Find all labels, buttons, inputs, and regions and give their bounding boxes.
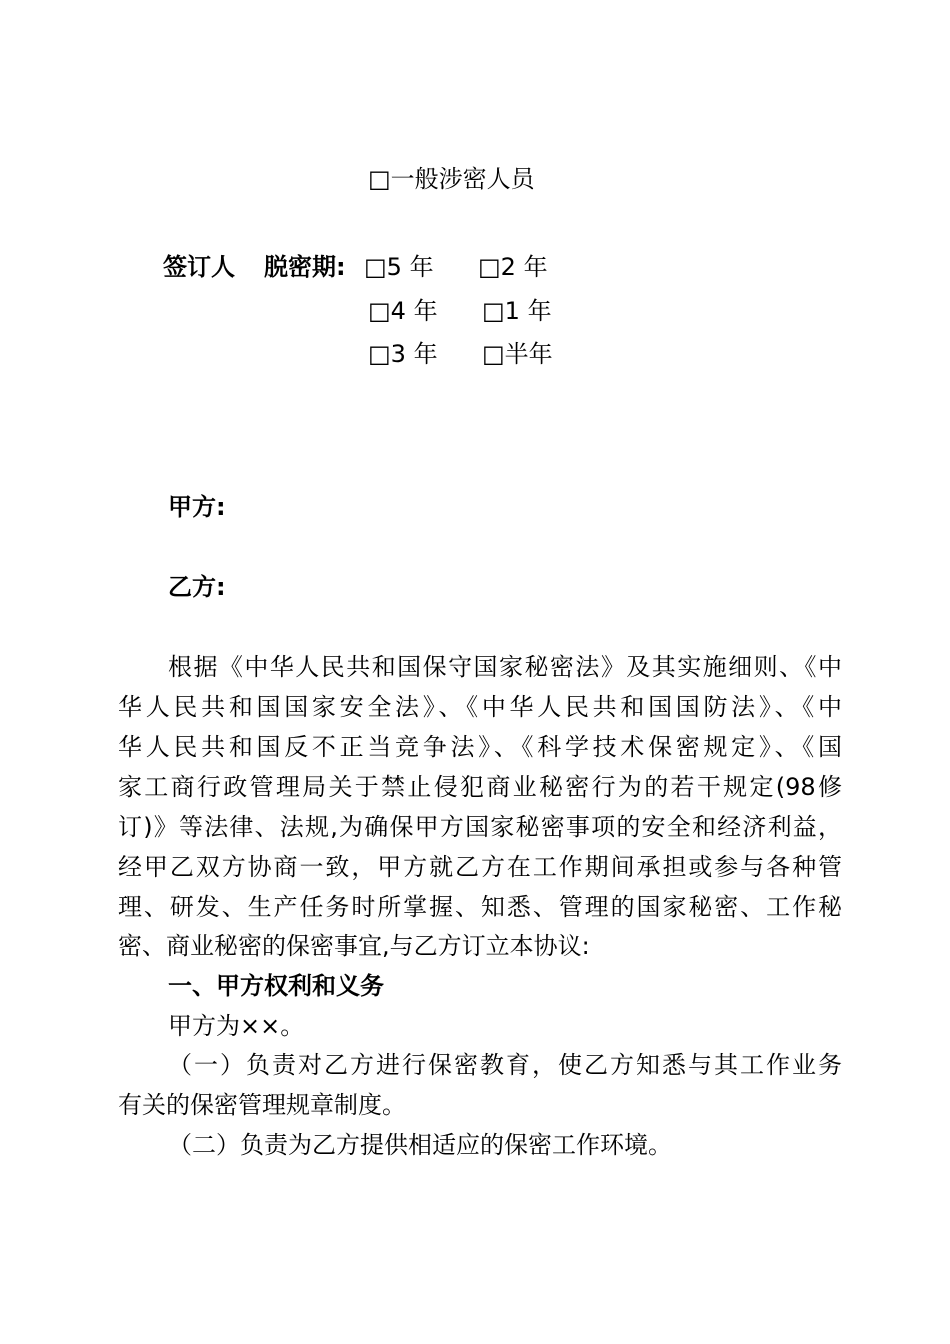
period-option-1-year: □1 年 (482, 297, 552, 325)
preamble-line: 密、商业秘密的保密事宜,与乙方订立本协议: (118, 932, 590, 960)
preamble-line: 华人民共和国反不正当竞争法》、《科学技术保密规定》、《国 (118, 733, 842, 761)
party-b-label: 乙方: (168, 573, 226, 601)
preamble-line: 华人民共和国国家安全法》、《中华人民共和国国防法》、《中 (118, 693, 842, 721)
party-a-label: 甲方: (168, 493, 226, 521)
period-option-3-years: □3 年 (368, 340, 438, 368)
preamble-line: 订)》等法律、法规,为确保甲方国家秘密事项的安全和经济利益， (118, 813, 842, 841)
clause-line: 有关的保密管理规章制度。 (118, 1091, 406, 1119)
period-option-2-years: □2 年 (478, 253, 548, 281)
clause-item-2: （二）负责为乙方提供相适应的保密工作环境。 (168, 1131, 672, 1159)
preamble-line: 理、研发、生产任务时所掌握、知悉、管理的国家秘密、工作秘 (118, 893, 842, 921)
period-option-half-year: □半年 (482, 340, 553, 368)
period-option-5-years: □5 年 (364, 253, 434, 281)
clause-line: （一）负责对乙方进行保密教育，使乙方知悉与其工作业务 (168, 1051, 842, 1079)
section-heading-party-a-rights: 一、甲方权利和义务 (168, 972, 384, 1000)
preamble-line: 根据《中华人民共和国保守国家秘密法》及其实施细则、《中 (168, 653, 842, 681)
preamble-line: 经甲乙双方协商一致，甲方就乙方在工作期间承担或参与各种管 (118, 853, 842, 881)
signer-label: 签订人 (163, 253, 235, 281)
preamble-line: 家工商行政管理局关于禁止侵犯商业秘密行为的若干规定(98修 (118, 773, 842, 801)
section-intro: 甲方为××。 (168, 1012, 305, 1040)
personnel-category-checkbox: □一般涉密人员 (368, 165, 535, 193)
period-option-4-years: □4 年 (368, 297, 438, 325)
declassification-period-label: 脱密期: (264, 253, 346, 281)
